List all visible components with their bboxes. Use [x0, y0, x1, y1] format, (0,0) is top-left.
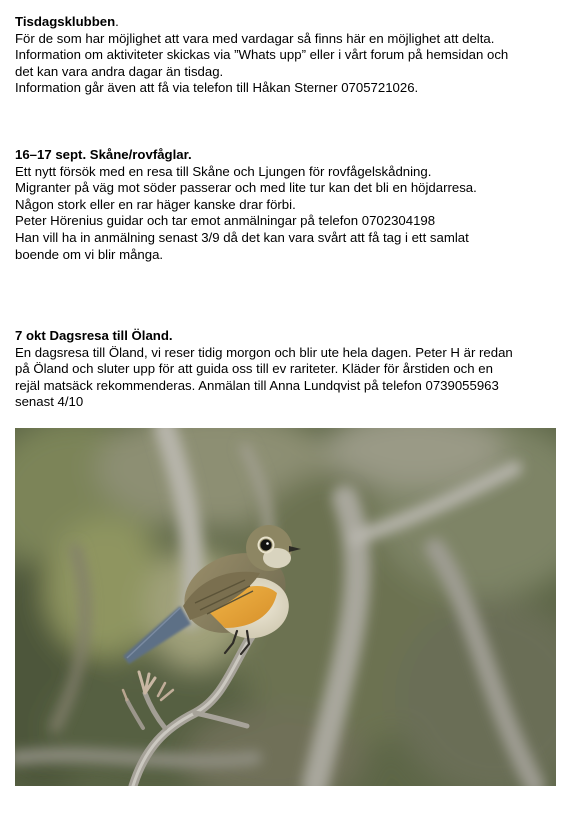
paragraph-line: Han vill ha in anmälning senast 3/9 då det kan vara svårt att få tag i ett samlat: [15, 229, 469, 245]
bird-photo: [15, 428, 556, 786]
section-heading: [15, 14, 575, 31]
paragraph-line: på Öland och sluter upp för att guida oss till ev rariteter. Kläder för årstiden och en: [15, 361, 493, 377]
paragraph-line: boende om vi blir många.: [15, 246, 164, 262]
section-heading: 7 okt Dagsresa till Öland.: [15, 328, 173, 343]
paragraph-line: En dagsresa till Öland, vi reser tidig morgon och blir ute hela dagen. Peter H är redan: [15, 344, 513, 360]
heading-suffix: .: [115, 14, 119, 29]
paragraph-line: För de som har möjlighet att vara med vardagar så finns här en möjlighet att delta.: [15, 30, 495, 46]
paragraph-line: Information går även att få via telefon till Håkan Sterner 0705721026.: [15, 80, 419, 96]
paragraph-line: Information om aktiviteter skickas via ”Whats upp” eller i vårt forum på hemsidan och: [15, 47, 509, 63]
paragraph-line: Någon stork eller en rar häger kanske drar förbi.: [15, 196, 296, 212]
paragraph-line: Ett nytt försök med en resa till Skåne och Ljungen för rovfågelskådning.: [15, 163, 432, 179]
section-oland: [15, 328, 575, 411]
section-tisdagsklubben: [15, 14, 575, 97]
paragraph-line: Peter Hörenius guidar och tar emot anmälningar på telefon 0702304198: [15, 213, 436, 229]
paragraph-line: det kan vara andra dagar än tisdag.: [15, 63, 224, 79]
section-heading: 16–17 sept. Skåne/rovfåglar.: [15, 147, 192, 162]
paragraph-line: Migranter på väg mot söder passerar och med lite tur kan det bli en höjdarresa.: [15, 180, 477, 196]
paragraph-line: rejäl matsäck rekommenderas. Anmälan till Anna Lundqvist på telefon 0739055963: [15, 377, 499, 393]
section-skane-rovfaglar: [15, 147, 575, 263]
paragraph-line: senast 4/10: [15, 394, 84, 410]
heading-text: Tisdagsklubben: [15, 14, 116, 29]
